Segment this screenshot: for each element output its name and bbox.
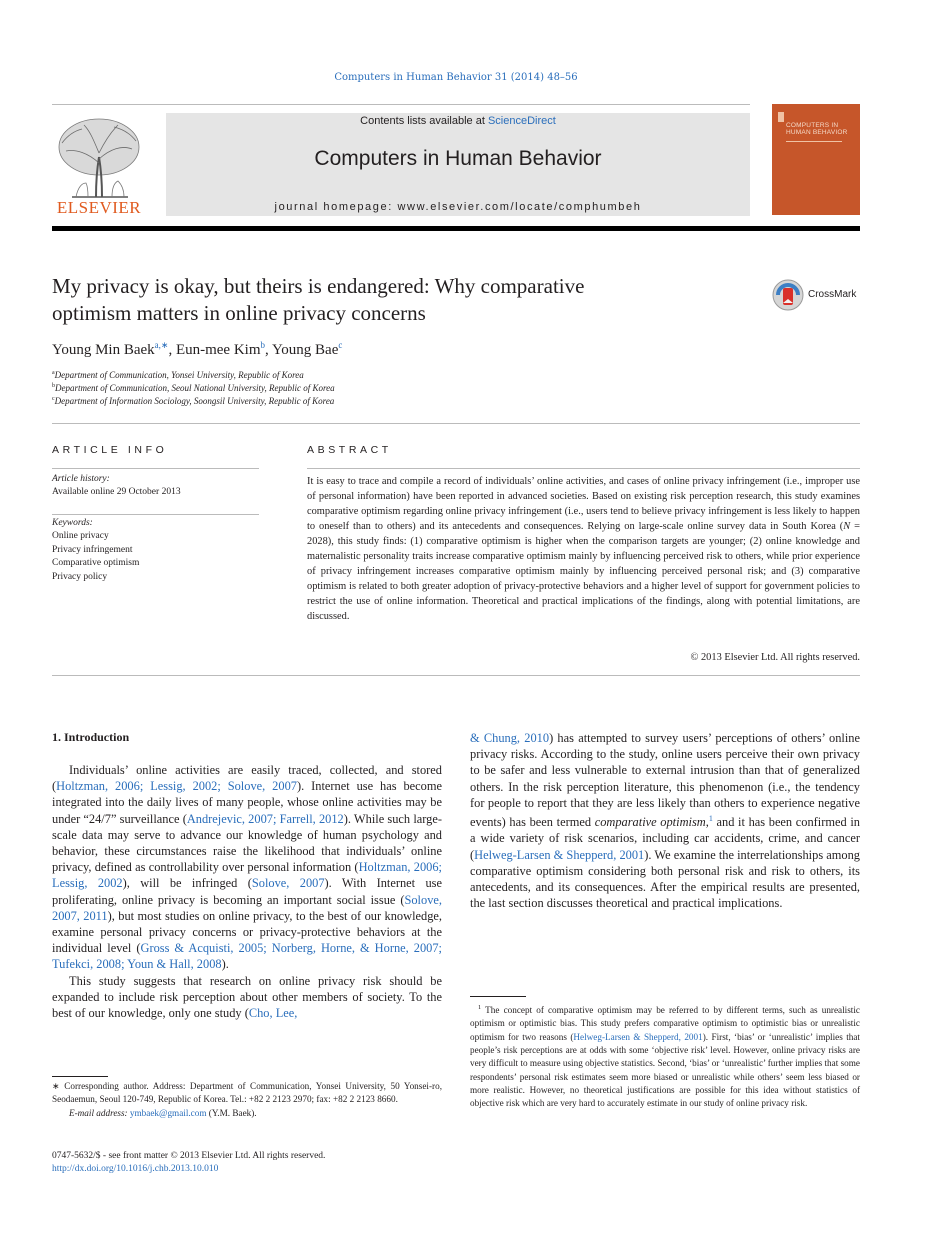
affiliation-rule <box>52 423 860 424</box>
affiliation-a-mark: a <box>52 370 55 376</box>
title-line-2: optimism matters in online privacy concerns <box>52 301 426 325</box>
front-matter-info <box>52 1150 325 1176</box>
abstract-heading: ABSTRACT <box>307 444 392 456</box>
article-title <box>52 273 752 327</box>
text-run: ). Internet use has become integrated into the daily lives of many people, whose online activities may be under “24/7” surveillance ( <box>52 779 443 826</box>
cover-emblem <box>778 112 784 122</box>
history-label-text: Article history: <box>52 474 110 484</box>
doi-link[interactable]: http://dx.doi.org/10.1016/j.chb.2013.10.010 <box>52 1164 219 1174</box>
cover-title-line1: COMPUTERS IN <box>786 122 839 129</box>
keyword: Privacy policy <box>52 571 108 582</box>
author-3-marks[interactable]: c <box>338 340 343 350</box>
abstract-copyright: © 2013 Elsevier Ltd. All rights reserved. <box>690 652 860 663</box>
affiliation-b <box>52 383 335 393</box>
crossmark-label[interactable]: CrossMark <box>808 289 857 300</box>
text-run: ). While such large-scale data may serve to advance our knowledge of human psychology and behavior, these circumstances raise the likelihood that individuals’ online privacy, defined as controllability over personal information ( <box>52 811 442 875</box>
citation-link[interactable]: & Chung, 2010 <box>470 731 550 745</box>
author-1: Young Min Baek <box>52 342 155 358</box>
citation-link[interactable]: Helweg-Larsen & Shepperd, 2001 <box>573 1031 703 1042</box>
text-run: ). <box>221 957 229 972</box>
affiliation-c-mark: c <box>52 396 55 402</box>
email-line <box>52 1107 442 1120</box>
citation-link[interactable]: Holtzman, 2006; Lessig, 2002 <box>52 860 443 891</box>
cover-title <box>786 122 856 136</box>
homepage-url[interactable]: www.elsevier.com/locate/comphumbeh <box>397 201 642 213</box>
elsevier-wordmark: ELSEVIER <box>56 198 142 217</box>
abstract-bottom-rule <box>52 675 860 676</box>
email-suffix: (Y.M. Baek). <box>206 1107 257 1118</box>
homepage-prefix: journal homepage: <box>274 201 398 213</box>
citation-link[interactable]: Gross & Acquisti, 2005; Norberg, Horne, & Horne, 2007; Tufekci, 2008; Youn & Hall, 2008 <box>52 941 442 972</box>
citation-link[interactable]: Solove, 2007, 2011 <box>52 892 442 923</box>
footnote-corresponding <box>52 1080 442 1120</box>
footnote-rule-right <box>470 996 526 997</box>
abstract-part-2: = 2028), this study finds: (1) comparative optimism is higher when the comparison targets are younger; (2) online knowledge and maternalistic personality traits increase comparative optimism mainly by influencing perceived risk to others, while prior experience of privacy infringement increases comparative optimism mainly by influencing perceived personal risk; and (3) comparative optimism is related to both greater adoption of privacy-protective behaviors and a higher level of support for government policies to restrict the use of online information. Theoretical and practical implications of the findings, along with potential limitations, are discussed. <box>307 521 860 622</box>
contents-prefix: Contents lists available at <box>360 115 488 127</box>
keyword: Comparative optimism <box>52 558 140 569</box>
title-line-1: My privacy is okay, but theirs is endangered: Why comparative <box>52 274 585 298</box>
email-label: E-mail address: <box>69 1107 130 1118</box>
text-run: ), will be infringed ( <box>122 876 252 891</box>
keywords-rule <box>52 514 259 515</box>
intro-paragraph-2-continued: & Chung, 2010) has attempted to survey users’ perceptions of others’ online privacy risks. According to the study, online users perceive their own privacy to be safer and less vulnerable to external intrusion than that of generalized others. In the risk perception literature, this phenomenon (i.e., the tendency for people to report that they are less likely than others to experience negative events) has been termed comparative optimism,$^1$ and it has been confirmed in a wide variety of risk scenarios, including car accidents, crime, and cancer (Helweg-Larsen & Shepperd, 2001). We examine the interrelationships among comparative optimism considering both personal risk and risk to others, its antecedents, and its consequences. After the empirical results are presented, the last section discusses theoretical and practical implications. <box>470 731 861 911</box>
affiliation-a <box>52 370 304 380</box>
text-run: ). With Internet use proliferating, online privacy is becoming an important social issue ( <box>52 876 442 907</box>
citation-link[interactable]: Solove, 2007 <box>251 876 325 891</box>
affiliation-c-text: Department of Information Sociology, Soongsil University, Republic of Korea <box>54 396 335 406</box>
keyword: Privacy infringement <box>52 544 133 555</box>
author-3: Young Bae <box>271 342 339 358</box>
text-run: and it has been confirmed in a wide variety of risk scenarios, including car accidents, crime, and cancer ( <box>470 815 860 862</box>
body-column-right <box>470 730 860 911</box>
keywords-block <box>52 517 139 584</box>
text-run: The concept of comparative optimism may be referred to by different terms, such as unrealistic optimism or optimistic bias. This study prefers comparative optimism to optimistic bias or unrealistic optimism for two reasons ( <box>470 1005 860 1042</box>
term-comparative-optimism: comparative optimism <box>594 815 706 830</box>
email-link[interactable]: ymbaek@gmail.com <box>129 1107 207 1118</box>
text-run: ). We examine the interrelationships among comparative optimism considering both personal risk and risk to others, its antecedents, and its consequences. After the empirical results are presented, the last section discusses theoretical and practical implications. <box>470 847 861 911</box>
footnote-1 <box>470 1001 860 1110</box>
journal-reference[interactable]: Computers in Human Behavior 31 (2014) 48–56 <box>334 72 578 83</box>
citation-link[interactable]: Helweg-Larsen & Shepperd, 2001 <box>474 847 645 862</box>
affiliation-b-mark: b <box>52 383 55 389</box>
history-value: Available online 29 October 2013 <box>52 487 181 498</box>
abstract-part-1: It is easy to trace and compile a record of individuals’ online activities, and cases of online privacy infringement (i.e., improper use of personal information) have been reported in advanced societies. Based on existing risk perception research, this study examines comparative optimism regarding online privacy infringement (i.e., users tend to believe privacy infringement is less likely to happen to oneself than to others) and its antecedents and consequences. Relying on large-scale online survey data in South Korea ( <box>307 476 860 532</box>
footnote-1-mark: 1 <box>478 1004 482 1011</box>
sciencedirect-link[interactable]: ScienceDirect <box>487 115 556 127</box>
journal-title: Computers in Human Behavior <box>314 147 602 170</box>
author-2: Eun-mee Kim <box>175 342 261 358</box>
footnote-1-text <box>470 1001 860 1110</box>
crossmark-icon[interactable] <box>772 279 804 311</box>
author-1-marks[interactable]: a,∗ <box>154 340 169 350</box>
journal-cover-thumbnail <box>772 104 860 215</box>
keywords-label <box>52 517 139 530</box>
citation-link[interactable]: Holtzman, 2006; Lessig, 2002; Solove, 2007 <box>56 779 297 794</box>
issn-line: 0747-5632/$ - see front matter © 2013 Elsevier Ltd. All rights reserved. <box>52 1151 326 1161</box>
abstract-rule <box>307 468 860 469</box>
author-sep-2: , <box>265 342 272 358</box>
citation-link[interactable]: Andrejevic, 2007; Farrell, 2012 <box>186 811 344 826</box>
author-2-marks[interactable]: b <box>260 340 266 350</box>
text-run: ). First, ‘bias’ or ‘unrealistic’ implies that people’s risk perceptions are at odds with some ‘objective risk’ level. However, online privacy risks are very difficult to measure using objective statistics. Second, ‘bias’ or ‘unrealistic’ further implies that some respondents’ personal risk estimates seem more biased or unrealistic while others’ seem less biased or more realistic. However, no theoretical justifications are possible for this idea without statistics of objective risk which are very hard to accurately estimate in our study of online privacy risk. <box>470 1031 860 1109</box>
author-list <box>52 340 342 359</box>
affiliation-a-text: Department of Communication, Yonsei University, Republic of Korea <box>54 370 304 380</box>
text-run: Individuals’ online activities are easily traced, collected, and stored ( <box>52 763 442 794</box>
contents-line <box>166 115 750 127</box>
article-history <box>52 473 181 500</box>
abstract-text <box>307 474 860 624</box>
affiliation-b-text: Department of Communication, Seoul National University, Republic of Korea <box>55 383 335 393</box>
abstract-n: N <box>843 521 851 532</box>
keyword: Online privacy <box>52 531 109 542</box>
header-thick-rule <box>52 226 860 231</box>
section-heading-introduction: 1. Introduction <box>52 730 130 744</box>
keywords-label-text: Keywords: <box>52 518 93 528</box>
body-column-left <box>52 762 442 1021</box>
affiliation-c <box>52 396 334 406</box>
cover-title-line2: HUMAN BEHAVIOR <box>786 129 848 136</box>
text-run: This study suggests that research on online privacy risk should be expanded to include risk perception about other members of society. To the best of our knowledge, only one study ( <box>52 973 442 1021</box>
cover-rule <box>786 141 842 142</box>
citation-link[interactable]: Cho, Lee, <box>248 1006 298 1021</box>
footnote-rule-left <box>52 1076 108 1077</box>
text-run: ), but most studies on online privacy, to the best of our knowledge, examine personal privacy concerns or privacy-protective behaviors at the individual level ( <box>52 908 442 956</box>
footnote-ref-1[interactable]: 1 <box>708 814 713 824</box>
journal-homepage <box>166 201 750 213</box>
article-info-heading: ARTICLE INFO <box>52 444 168 456</box>
article-info-rule <box>52 468 259 469</box>
text-run: ) has attempted to survey users’ perceptions of others’ online privacy risks. According to the study, online users perceive their own privacy to be safer and less vulnerable to external intrusion than that of generalized others. In the risk perception literature, this phenomenon (i.e., the tendency for people to report that they are less likely than others to experience negative events) has been termed <box>470 731 860 830</box>
header-top-rule <box>52 104 750 105</box>
intro-paragraph-2-start <box>52 973 442 1022</box>
corresponding-author-note: ∗ Corresponding author. Address: Department of Communication, Yonsei University, 50 Yonsei-ro, Seodaemun, Seoul 120-749, Republic of Korea. Tel.: +82 2 2123 2970; fax: +82 2 2123 8660. <box>52 1081 442 1105</box>
intro-paragraph-1 <box>52 762 442 973</box>
history-label <box>52 473 181 486</box>
author-sep-1: , <box>168 342 176 358</box>
